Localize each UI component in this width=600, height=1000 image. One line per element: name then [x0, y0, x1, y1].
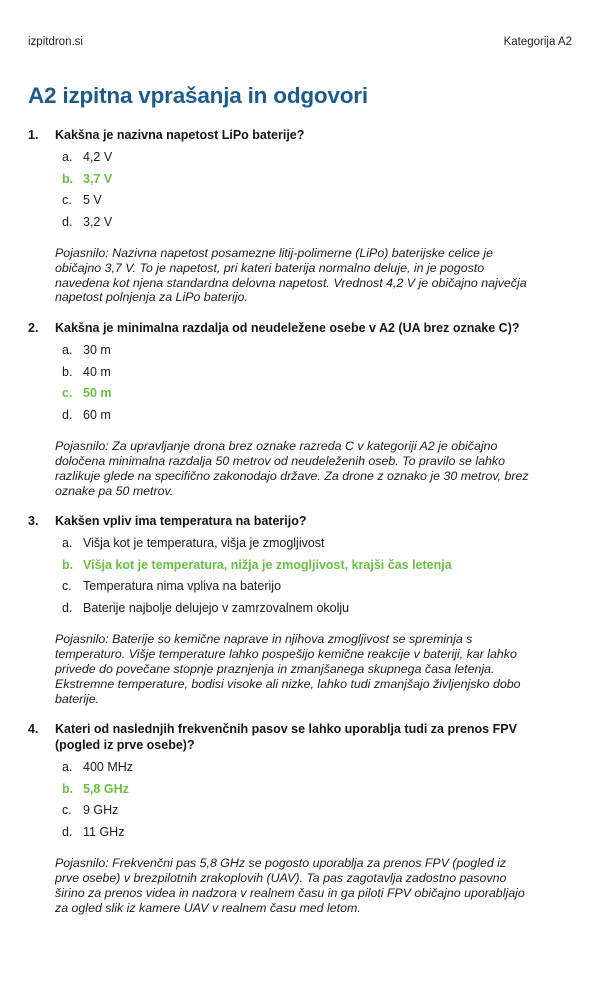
option-letter: c. — [62, 193, 72, 207]
option-letter: d. — [62, 600, 73, 615]
option-item — [28, 405, 572, 427]
question-item-3 — [28, 513, 572, 706]
option-text: 11 GHz — [83, 824, 125, 839]
option-text: Višja kot je temperatura, nižja je zmogljivost, krajši čas letenja — [83, 557, 452, 572]
question-heading — [28, 320, 572, 336]
question-item-1 — [28, 127, 572, 305]
option-text: Višja kot je temperatura, višja je zmogljivost — [83, 536, 325, 551]
option-letter: d. — [62, 407, 73, 422]
page-title: A2 izpitna vprašanja in odgovori — [28, 83, 368, 108]
option-item-correct — [28, 383, 572, 405]
option-letter: c. — [62, 386, 73, 401]
option-letter: a. — [62, 150, 73, 164]
question-heading — [28, 127, 572, 143]
option-text: 40 m — [83, 364, 111, 379]
option-text: 50 m — [83, 386, 112, 401]
option-item — [28, 362, 572, 384]
site-name: izpitdron.si — [28, 36, 83, 48]
option-text: 60 m — [83, 407, 111, 422]
option-item — [28, 147, 572, 169]
option-letter: d. — [62, 824, 73, 839]
question-item-2 — [28, 320, 572, 498]
option-letter: c. — [62, 803, 72, 818]
explanation-text: Pojasnilo: Za upravljanje drona brez oznake razreda C v kategoriji A2 je običajno določena minimalna razdalja 50 metrov od neudeleženih oseb. To pravilo se lahko razlikuje glede na specifično zakonodajo države. Za drone z oznako je 30 metrov, brez oznake pa 50 metrov. — [55, 439, 529, 498]
question-number: 3. — [28, 514, 39, 529]
option-letter: d. — [62, 214, 73, 229]
category-label: Kategorija A2 — [503, 36, 572, 48]
question-number: 4. — [28, 722, 39, 737]
question-heading — [28, 721, 572, 753]
option-item — [28, 190, 572, 212]
question-text: Kakšna je minimalna razdalja od neudeležene osebe v A2 (UA brez oznake C)? — [55, 321, 520, 336]
explanation-text: Pojasnilo: Baterije so kemične naprave in njihova zmogljivost se spreminja s temperaturo. Višje temperature lahko pospešijo kemične reakcije v bateriji, kar lahko privede do povečane stopnje praznjenja in zmanjšanega skupnega časa letenja. Ekstremne temperature, bodisi visoke ali nizke, lahko tudi zmanjšajo življenjsko dobo baterije. — [55, 632, 521, 706]
question-item-4 — [28, 721, 572, 915]
option-text: Temperatura nima vpliva na baterijo — [83, 579, 282, 594]
option-text: 400 MHz — [83, 760, 134, 775]
option-text: 3,2 V — [83, 214, 113, 229]
option-text: 30 m — [83, 343, 111, 358]
option-letter: c. — [62, 579, 72, 594]
options-list — [28, 533, 572, 619]
question-text: Kakšna je nazivna napetost LiPo baterije? — [55, 128, 305, 142]
option-letter: b. — [62, 781, 74, 796]
option-item-correct — [28, 555, 572, 577]
option-item — [28, 757, 572, 779]
option-text: 9 GHz — [83, 803, 119, 818]
option-text: 5,8 GHz — [83, 781, 129, 796]
option-letter: b. — [62, 364, 73, 379]
option-letter: a. — [62, 760, 73, 775]
question-text: Kateri od naslednjih frekvenčnih pasov se lahko uporablja tudi za prenos FPV (pogled iz prve osebe)? — [55, 722, 517, 753]
option-item-correct — [28, 169, 572, 191]
option-item — [28, 576, 572, 598]
option-text: 4,2 V — [83, 150, 113, 164]
options-list — [28, 340, 572, 426]
option-letter: a. — [62, 343, 73, 358]
option-item-correct — [28, 779, 572, 801]
options-list — [28, 757, 572, 843]
explanation-text: Pojasnilo: Nazivna napetost posamezne litij-polimerne (LiPo) baterijske celice je običajno 3,7 V. To je napetost, pri kateri baterija normalno deluje, in je pogosto navedena kot njena standardna delovna napetost. Vrednost 4,2 V je običajno največja napetost polnjenja za LiPo baterijo. — [55, 246, 527, 305]
question-number: 2. — [28, 321, 39, 336]
question-heading — [28, 513, 572, 529]
option-item — [28, 212, 572, 234]
document-header — [28, 35, 572, 49]
option-letter: a. — [62, 536, 73, 551]
option-text: Baterije najbolje delujejo v zamrzovalnem okolju — [83, 600, 350, 615]
option-item — [28, 800, 572, 822]
option-text: 5 V — [83, 193, 102, 207]
option-item — [28, 598, 572, 620]
question-number: 1. — [28, 128, 39, 142]
option-item — [28, 340, 572, 362]
option-item — [28, 822, 572, 844]
options-list — [28, 147, 572, 233]
question-text: Kakšen vpliv ima temperatura na baterijo? — [55, 514, 307, 529]
option-text: 3,7 V — [83, 171, 113, 186]
option-item — [28, 533, 572, 555]
option-letter: b. — [62, 171, 74, 186]
option-letter: b. — [62, 557, 74, 572]
explanation-text: Pojasnilo: Frekvenčni pas 5,8 GHz se pogosto uporablja za prenos FPV (pogled iz prve osebe) v brezpilotnih zrakoplovih (UAV). Ta pas zagotavlja zadostno pasovno širino za prenos videa in nadzora v realnem času in ga piloti FPV običajno uporabljajo za ogled slik iz kamere UAV v realnem času med letom. — [55, 856, 525, 915]
